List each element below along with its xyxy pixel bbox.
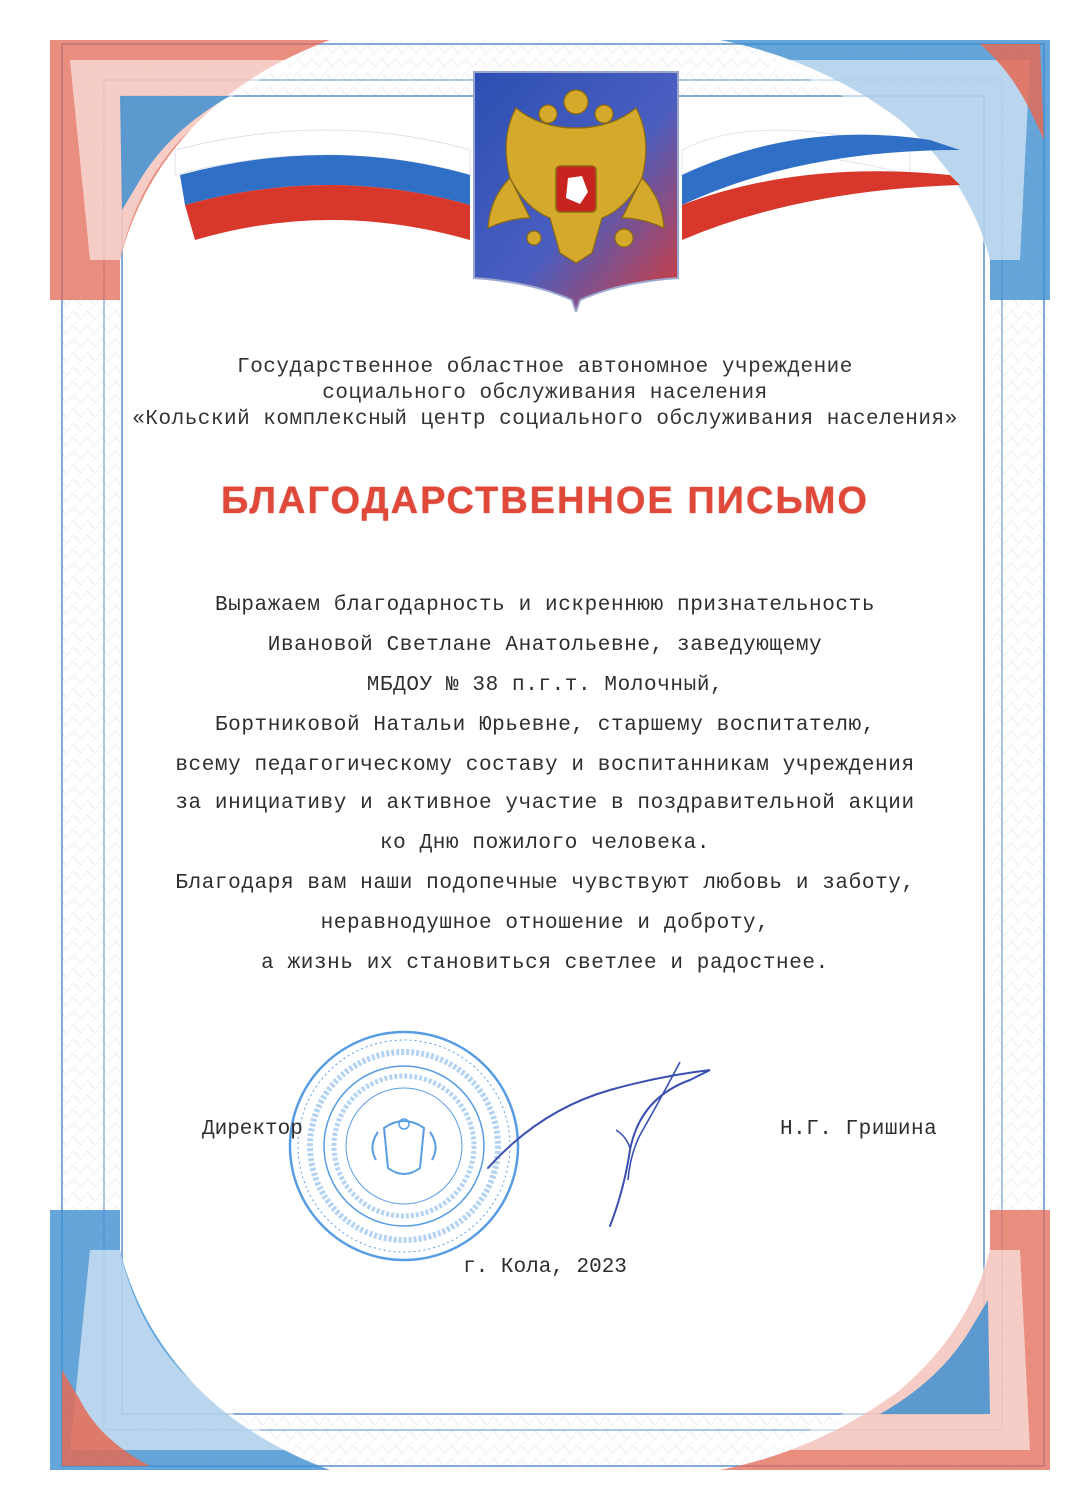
document-title: БЛАГОДАРСТВЕННОЕ ПИСЬМО xyxy=(221,480,869,522)
body-line: Ивановой Светлане Анатольевне, заведующему xyxy=(267,634,823,657)
organization-line-3: «Кольский комплексный центр социального обслуживания населения» xyxy=(132,408,958,431)
handwritten-signature xyxy=(480,1040,730,1230)
body-line: а жизнь их становиться светлее и радостнее. xyxy=(261,952,829,975)
russian-coat-of-arms-icon xyxy=(470,68,682,312)
body-line: за инициативу и активное участие в поздравительной акции xyxy=(175,792,915,815)
body-line: всему педагогическому составу и воспитанникам учреждения xyxy=(175,754,915,777)
body-line: Выражаем благодарность и искреннюю признательность xyxy=(214,594,876,617)
body-line: МБДОУ № 38 п.г.т. Молочный, xyxy=(366,674,724,697)
body-line: Благодаря вам наши подопечные чувствуют любовь и заботу, xyxy=(175,872,915,895)
body-line: Бортниковой Натальи Юрьевне, старшему воспитателю, xyxy=(214,714,876,737)
signatory-name: Н.Г. Гришина xyxy=(780,1118,938,1141)
organization-line-2: социального обслуживания населения xyxy=(322,382,768,405)
place-and-date: г. Кола, 2023 xyxy=(463,1256,627,1279)
organization-line-1: Государственное областное автономное учреждение xyxy=(237,356,853,379)
body-line: ко Дню пожилого человека. xyxy=(379,832,711,855)
signatory-role: Директор xyxy=(202,1118,303,1141)
body-line: неравнодушное отношение и доброту, xyxy=(320,912,770,935)
